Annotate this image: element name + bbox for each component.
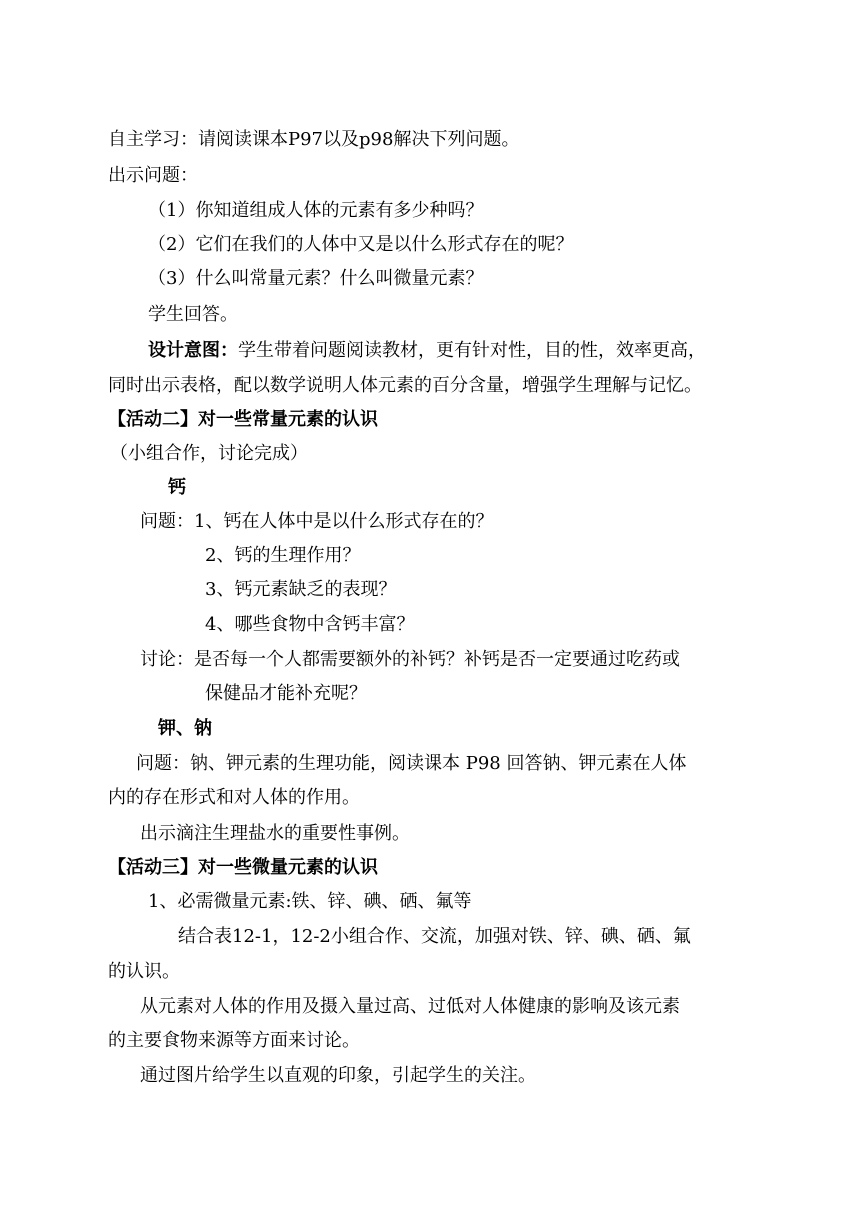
section-heading-activity-2: 【活动二】对一些常量元素的认识	[108, 409, 378, 430]
text-line: 内的存在形式和对人体的作用。	[108, 787, 360, 808]
text-line: 的主要食物来源等方面来讨论。	[108, 1030, 360, 1051]
text-line: 讨论：是否每一个人都需要额外的补钙？补钙是否一定要通过吃药或	[140, 649, 680, 670]
text-line: 学生回答。	[148, 304, 238, 325]
text-line: 的认识。	[108, 961, 180, 982]
text-line: 同时出示表格，配以数学说明人体元素的百分含量，增强学生理解与记忆。	[108, 375, 702, 396]
text-line: 结合表12-1，12-2小组合作、交流，加强对铁、锌、碘、硒、氟	[178, 926, 691, 947]
text-line: 2、钙的生理作用？	[205, 545, 361, 566]
question-3: （3）什么叫常量元素？什么叫微量元素？	[148, 268, 484, 289]
text-line: 问题：1、钙在人体中是以什么形式存在的？	[140, 511, 494, 532]
question-2: （2）它们在我们的人体中又是以什么形式存在的呢？	[148, 234, 574, 255]
text-line: 问题：钠、钾元素的生理功能，阅读课本 P98 回答钠、钾元素在人体	[136, 753, 687, 774]
text-line: 通过图片给学生以直观的印象，引起学生的关注。	[140, 1065, 536, 1086]
text-line: 1、必需微量元素:铁、锌、碘、硒、氟等	[148, 891, 472, 912]
text-line: 保健品才能补充呢？	[205, 683, 367, 704]
text-line: 自主学习：请阅读课本P97以及p98解决下列问题。	[108, 129, 520, 150]
text-line: 出示问题：	[108, 165, 198, 186]
subheading-potassium-sodium: 钾、钠	[158, 718, 212, 739]
subheading-calcium: 钙	[168, 477, 186, 498]
text-line: 从元素对人体的作用及摄入量过高、过低对人体健康的影响及该元素	[140, 996, 680, 1017]
design-intent-label: 设计意图：	[148, 340, 238, 361]
text-line: （小组合作，讨论完成）	[110, 443, 308, 464]
section-heading-activity-3: 【活动三】对一些微量元素的认识	[108, 857, 378, 878]
design-intent-line: 设计意图：学生带着问题阅读教材，更有针对性，目的性，效率更高，	[148, 340, 706, 361]
question-1: （1）你知道组成人体的元素有多少种吗？	[148, 200, 484, 221]
text-line: 出示滴注生理盐水的重要性事例。	[140, 823, 410, 844]
text-line: 3、钙元素缺乏的表现？	[205, 579, 397, 600]
text-line: 4、哪些食物中含钙丰富？	[205, 614, 415, 635]
